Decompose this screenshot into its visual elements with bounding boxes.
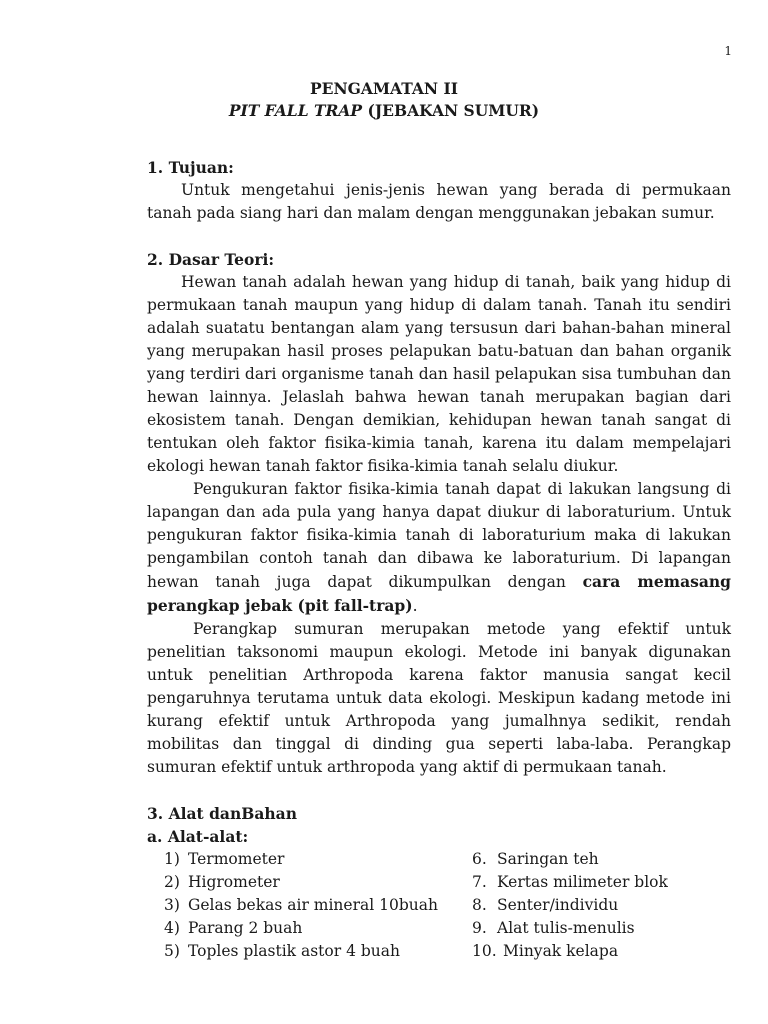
list-item-text: Toples plastik astor 4 buah: [188, 942, 400, 960]
section-2-heading: 2. Dasar Teori:: [147, 250, 275, 269]
list-item: [472, 894, 731, 917]
section-2-paragraph-2: [147, 478, 731, 618]
list-item-number: 4): [164, 919, 180, 937]
section-3-subheading: a. Alat-alat:: [147, 827, 249, 846]
tools-list-right-column: [472, 848, 731, 963]
section-2-paragraph-1: Hewan tanah adalah hewan yang hidup di tanah, baik yang hidup di permukaan tanah maupun yang hidup di dalam tanah. Tanah itu sendiri adalah suatatu bentangan alam yang tersusun dari bahan-bahan mineral yang merupakan hasil proses pelapukan batu-batuan dan bahan organik yang terdiri dari organisme tanah dan hasil pelapukan sisa tumbuhan dan hewan lainnya. Jelaslah bahwa hewan tanah merupakan bagian dari ekosistem tanah. Dengan demikian, kehidupan hewan tanah sangat di tentukan oleh faktor fisika-kimia tanah, karena itu dalam mempelajari ekologi hewan tanah faktor fisika-kimia tanah selalu diukur.: [147, 273, 731, 475]
list-item: [472, 871, 731, 894]
list-item-number: 9.: [472, 919, 487, 937]
section-2-paragraph-3: Perangkap sumuran merupakan metode yang efektif untuk penelitian taksonomi maupun ekologi. Metode ini banyak digunakan untuk penelitian Arthropoda karena faktor manusia sangat kecil pengaruhnya terutama untuk data ekologi. Meskipun kadang metode ini kurang efektif untuk Arthropoda yang jumalhnya sedikit, rendah mobilitas dan tinggal di dinding gua seperti laba-laba. Perangkap sumuran efektif untuk arthropoda yang aktif di permukaan tanah.: [147, 620, 731, 776]
list-item-number: 10.: [472, 942, 497, 960]
list-item: [164, 917, 472, 940]
document-title: [0, 78, 768, 122]
list-item: [472, 940, 731, 963]
list-item-number: 6.: [472, 850, 487, 868]
title-line-2: [0, 100, 768, 122]
list-item: [472, 848, 731, 871]
list-item-number: 1): [164, 850, 180, 868]
document-body: [147, 156, 731, 963]
list-item: [164, 848, 472, 871]
title-line-1: PENGAMATAN II: [309, 79, 458, 98]
section-1-paragraph: Untuk mengetahui jenis-jenis hewan yang berada di permukaan tanah pada siang hari dan malam dengan menggunakan jebakan sumur.: [147, 181, 731, 222]
list-item: [164, 894, 472, 917]
title-rest-part: (JEBAKAN SUMUR): [362, 101, 540, 120]
list-item-text: Saringan teh: [497, 850, 599, 868]
tools-list: [147, 848, 731, 963]
list-item-text: Alat tulis-menulis: [497, 919, 635, 937]
page-number: 1: [724, 44, 732, 58]
list-item-text: Higrometer: [188, 873, 280, 891]
list-item-number: 8.: [472, 896, 487, 914]
paragraph-2-end: .: [412, 597, 418, 615]
list-item-text: Parang 2 buah: [188, 919, 303, 937]
list-item: [164, 871, 472, 894]
tools-list-left-column: [147, 848, 472, 963]
paragraph-2-text: Pengukuran faktor fisika-kimia tanah dapat di lakukan langsung di lapangan dan ada pula yang hanya dapat diukur di laboraturium. Untuk pengukuran faktor fisika-kimia tanah di laboraturium maka di lakukan pengambilan contoh tanah dan dibawa ke laboraturium. Di lapangan hewan tanah juga dapat dikumpulkan dengan: [147, 480, 731, 591]
list-item-text: Minyak kelapa: [503, 942, 619, 960]
list-item-text: Gelas bekas air mineral 10buah: [188, 896, 438, 914]
list-item-text: Termometer: [188, 850, 285, 868]
list-item-number: 3): [164, 896, 180, 914]
paragraph-2-bold-text: cara memasang perangkap jebak (pit fall-trap): [147, 572, 732, 615]
list-item-text: Kertas milimeter blok: [497, 873, 668, 891]
section-1-heading: 1. Tujuan:: [147, 158, 234, 177]
list-item-number: 5): [164, 942, 180, 960]
title-italic-part: PIT FALL TRAP: [228, 101, 363, 120]
list-item-text: Senter/individu: [497, 896, 619, 914]
list-item-number: 2): [164, 873, 180, 891]
list-item-number: 7.: [472, 873, 487, 891]
section-3-heading: 3. Alat danBahan: [147, 804, 297, 823]
list-item: [472, 917, 731, 940]
list-item: [164, 940, 472, 963]
